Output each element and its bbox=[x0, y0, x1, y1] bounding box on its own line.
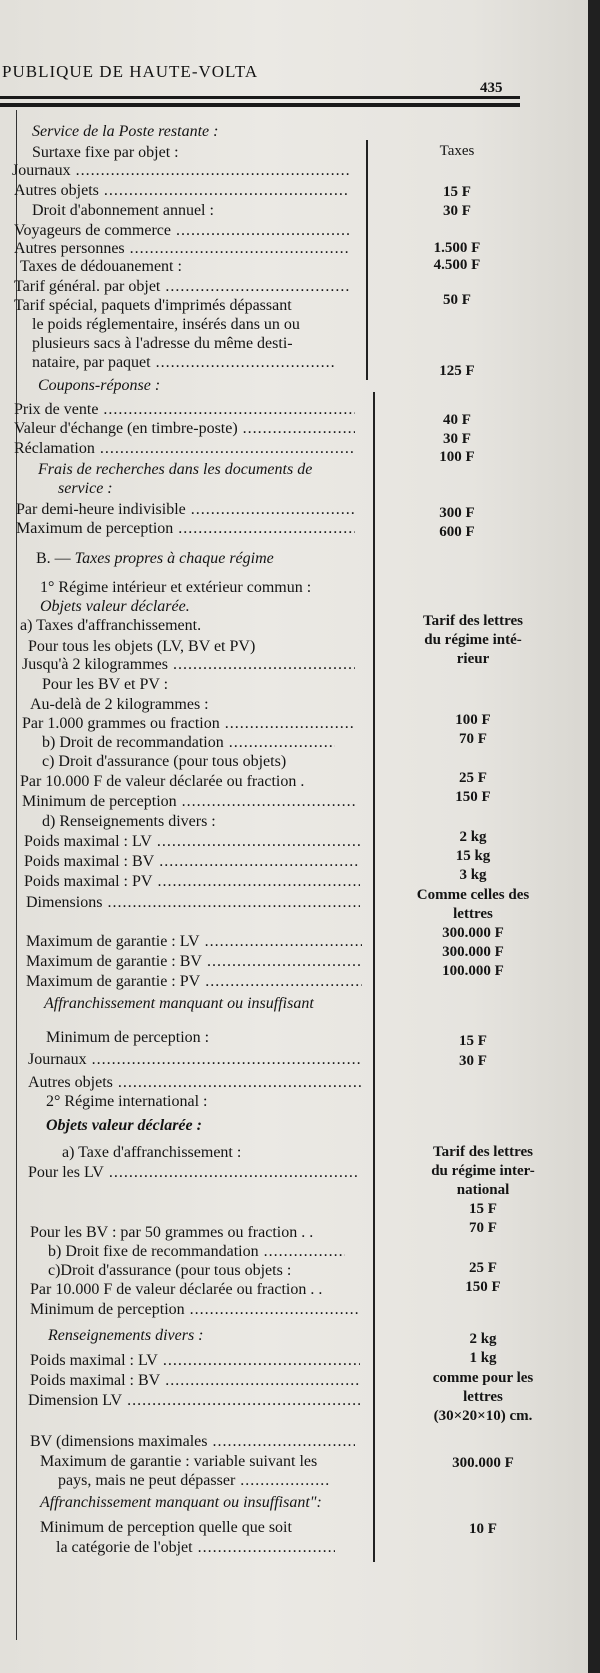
row-value: 100 F bbox=[439, 449, 475, 465]
row-value: 15 kg bbox=[455, 848, 491, 864]
row-value: (30×20×10) cm. bbox=[433, 1408, 533, 1424]
row-label: BV (dimensions maximales ..... bbox=[30, 1432, 355, 1452]
row-value: 50 F bbox=[443, 292, 471, 308]
row-label: Pour les LV ..... bbox=[28, 1163, 360, 1183]
row-value: 2 kg bbox=[469, 1331, 497, 1347]
row-label: a) Taxe d'affranchissement : bbox=[62, 1144, 242, 1161]
row-label: Pour les BV : par 50 grammes ou fraction . . bbox=[30, 1224, 314, 1241]
page-number: 435 bbox=[480, 80, 503, 96]
row-label: Maximum de perception ..... bbox=[16, 519, 355, 539]
row-label: Affranchissement manquant ou insuffisant": bbox=[40, 1494, 322, 1511]
row-value: 300.000 F bbox=[442, 925, 504, 941]
row-label: Tarif spécial, paquets d'imprimés dépassant bbox=[14, 297, 292, 314]
row-label: b) Droit fixe de recommandation ..... bbox=[48, 1242, 345, 1262]
row-label: c) Droit d'assurance (pour tous objets) bbox=[42, 753, 287, 770]
row-label: Par 10.000 F de valeur déclarée ou fraction . . bbox=[30, 1281, 323, 1298]
row-label: Droit d'abonnement annuel : bbox=[32, 202, 214, 219]
header-rule-thick bbox=[0, 103, 520, 107]
row-value: 150 F bbox=[465, 1279, 501, 1295]
row-label: Pour les BV et PV : bbox=[42, 676, 169, 693]
row-value: du régime inter- bbox=[431, 1163, 535, 1179]
row-label: nataire, par paquet ..... bbox=[32, 353, 335, 373]
row-label: 1° Régime intérieur et extérieur commun : bbox=[40, 579, 312, 596]
running-head: PUBLIQUE DE HAUTE-VOLTA bbox=[2, 62, 259, 81]
row-value: Taxes bbox=[439, 143, 475, 159]
row-label: Affranchissement manquant ou insuffisant bbox=[44, 995, 314, 1012]
row-label: Coupons-réponse : bbox=[38, 377, 161, 394]
row-value: 300 F bbox=[439, 505, 475, 521]
row-value: 15 F bbox=[443, 184, 471, 200]
row-label: Poids maximal : PV ..... bbox=[24, 872, 360, 892]
row-value: 100.000 F bbox=[442, 963, 504, 979]
row-value: national bbox=[456, 1182, 510, 1198]
row-label: Par 1.000 grammes ou fraction ..... bbox=[22, 714, 355, 734]
row-label: Pour tous les objets (LV, BV et PV) bbox=[28, 638, 256, 655]
row-label: Minimum de perception quelle que soit bbox=[40, 1519, 292, 1536]
row-label: Prix de vente ..... bbox=[14, 400, 355, 420]
row-value: 3 kg bbox=[459, 867, 487, 883]
row-value: 40 F bbox=[443, 412, 471, 428]
row-value: 150 F bbox=[455, 789, 491, 805]
row-value: 100 F bbox=[455, 712, 491, 728]
row-label: Par demi-heure indivisible ..... bbox=[16, 500, 355, 520]
row-value: Tarif des lettres bbox=[433, 1144, 533, 1160]
row-value: lettres bbox=[453, 906, 493, 922]
row-value: 30 F bbox=[443, 431, 471, 447]
row-value: 30 F bbox=[459, 1053, 487, 1069]
row-label: Maximum de garantie : PV ..... bbox=[26, 972, 362, 992]
row-label: d) Renseignements divers : bbox=[42, 813, 216, 830]
row-value: 70 F bbox=[469, 1220, 497, 1236]
row-value: 300.000 F bbox=[442, 944, 504, 960]
row-label: Par 10.000 F de valeur déclarée ou fraction . bbox=[20, 773, 305, 790]
row-label: plusieurs sacs à l'adresse du même desti- bbox=[32, 335, 293, 352]
row-label: Dimension LV ..... bbox=[28, 1391, 360, 1411]
row-label: Maximum de garantie : BV ..... bbox=[26, 952, 362, 972]
margin-line bbox=[16, 110, 17, 1640]
row-label: Surtaxe fixe par objet : bbox=[32, 144, 179, 161]
row-label: Jusqu'à 2 kilogrammes ..... bbox=[22, 655, 355, 675]
row-label: la catégorie de l'objet ..... bbox=[56, 1538, 335, 1558]
row-label: Tarif général. par objet ..... bbox=[14, 277, 350, 297]
row-label: Poids maximal : LV ..... bbox=[30, 1351, 360, 1371]
row-label: Service de la Poste restante : bbox=[32, 123, 219, 140]
row-value: 4.500 F bbox=[433, 257, 481, 273]
row-value: Comme celles des bbox=[416, 887, 530, 903]
row-value: 10 F bbox=[469, 1521, 497, 1537]
row-label: b) Droit de recommandation ..... bbox=[42, 733, 335, 753]
row-label: Minimum de perception ..... bbox=[22, 792, 355, 812]
row-label: c)Droit d'assurance (pour tous objets : bbox=[48, 1262, 292, 1279]
row-label: Taxes de dédouanement : bbox=[20, 258, 182, 275]
row-label: Autres objets ..... bbox=[28, 1073, 362, 1093]
row-label: service : bbox=[58, 480, 113, 497]
row-label: Journaux ..... bbox=[12, 161, 350, 181]
row-value: rieur bbox=[456, 651, 490, 667]
row-label: Autres objets ..... bbox=[14, 181, 348, 201]
row-label: Journaux ..... bbox=[28, 1050, 362, 1070]
row-value: 30 F bbox=[443, 203, 471, 219]
row-value: 1 kg bbox=[469, 1350, 497, 1366]
row-label: 2° Régime international : bbox=[46, 1093, 208, 1110]
row-label: le poids réglementaire, insérés dans un ou bbox=[32, 316, 300, 333]
row-value: 70 F bbox=[459, 731, 487, 747]
row-label: Poids maximal : BV ..... bbox=[24, 852, 360, 872]
row-label: Voyageurs de commerce ..... bbox=[14, 221, 350, 241]
row-label: a) Taxes d'affranchissement. bbox=[20, 617, 202, 634]
row-label: Valeur d'échange (en timbre-poste) ..... bbox=[14, 419, 355, 439]
row-label: Dimensions ..... bbox=[26, 893, 360, 913]
row-value: 1.500 F bbox=[433, 240, 481, 256]
row-label: Objets valeur déclarée. bbox=[40, 598, 190, 615]
row-value: 125 F bbox=[439, 363, 475, 379]
row-label: pays, mais ne peut dépasser ..... bbox=[58, 1471, 330, 1491]
row-label: Réclamation ..... bbox=[14, 439, 355, 459]
row-label: Autres personnes ..... bbox=[14, 239, 350, 259]
row-value: 15 F bbox=[469, 1201, 497, 1217]
row-label: Au-delà de 2 kilogrammes : bbox=[30, 696, 209, 713]
row-label: Poids maximal : LV ..... bbox=[24, 832, 360, 852]
row-value: lettres bbox=[463, 1389, 503, 1405]
row-value: Tarif des lettres bbox=[423, 613, 523, 629]
row-label: B. — Taxes propres à chaque régime bbox=[36, 550, 274, 567]
row-label: Maximum de garantie : LV ..... bbox=[26, 932, 362, 952]
row-label: Objets valeur déclarée : bbox=[46, 1117, 202, 1134]
row-label: Poids maximal : BV ..... bbox=[30, 1371, 360, 1391]
row-value: 600 F bbox=[439, 524, 475, 540]
row-value: 25 F bbox=[469, 1260, 497, 1276]
page-header bbox=[0, 52, 520, 94]
row-value: 15 F bbox=[459, 1033, 487, 1049]
row-label: Frais de recherches dans les documents de bbox=[38, 461, 313, 478]
column-divider bbox=[373, 392, 375, 1562]
row-value: 2 kg bbox=[459, 829, 487, 845]
header-rule bbox=[0, 96, 520, 99]
row-label: Renseignements divers : bbox=[48, 1327, 204, 1344]
row-label: Minimum de perception : bbox=[46, 1029, 210, 1046]
row-label: Maximum de garantie : variable suivant les bbox=[40, 1453, 318, 1470]
row-value: 25 F bbox=[459, 770, 487, 786]
row-value: du régime inté- bbox=[424, 632, 522, 648]
row-value: comme pour les bbox=[432, 1370, 534, 1386]
row-label: Minimum de perception ..... bbox=[30, 1300, 360, 1320]
row-value: 300.000 F bbox=[452, 1455, 514, 1471]
